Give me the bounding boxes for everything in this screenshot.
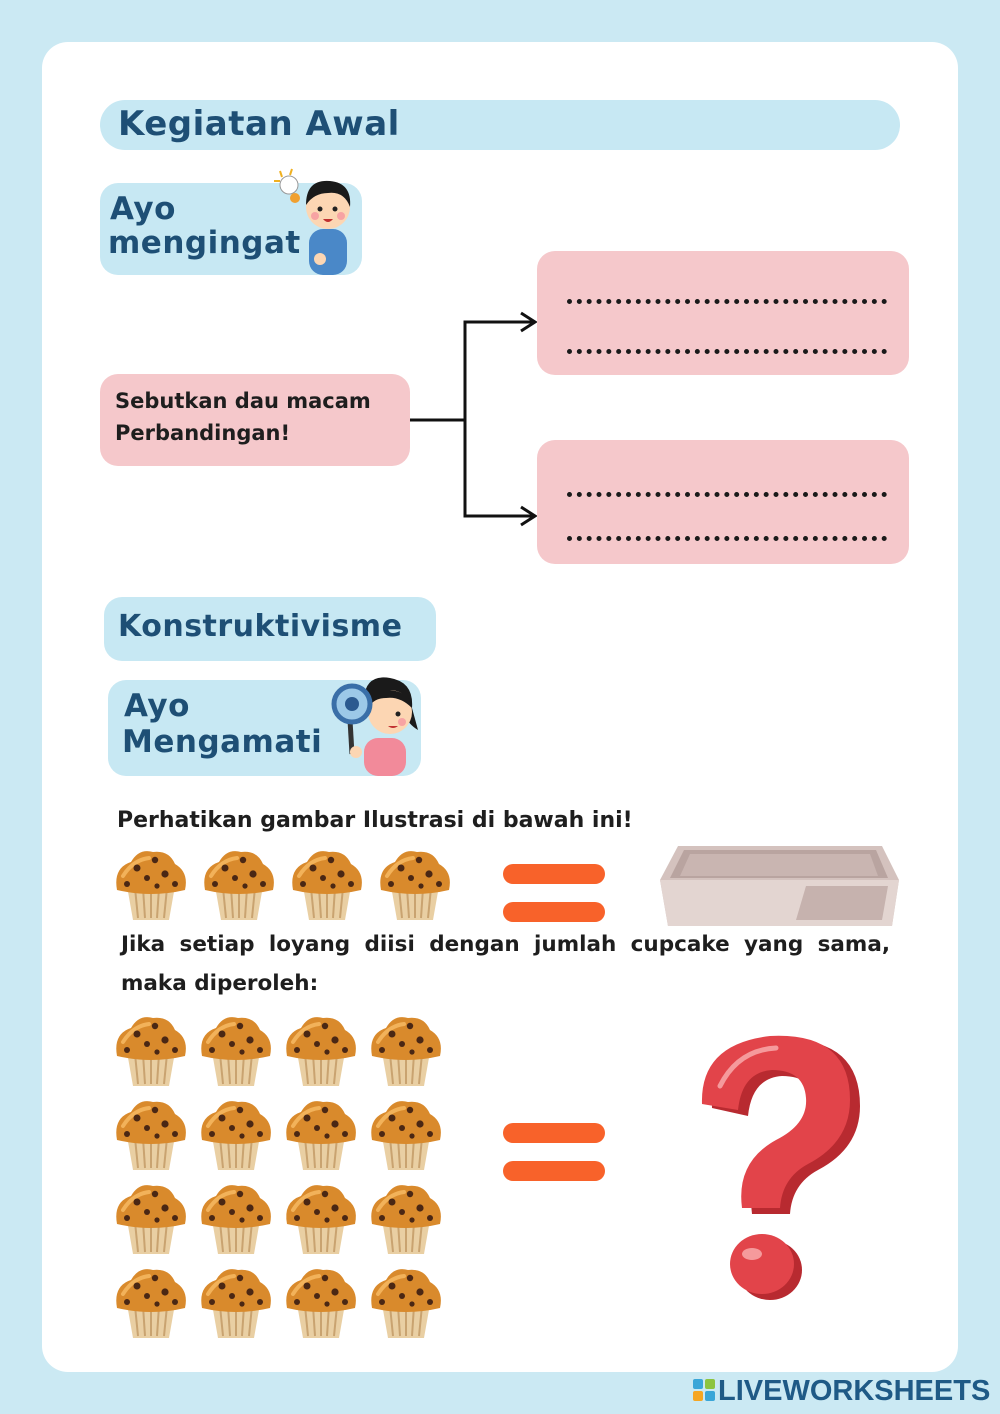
question-line1: Sebutkan dau macam (115, 389, 371, 413)
cupcake-grid (113, 1012, 453, 1346)
ayo-mengingat-line1: Ayo (110, 191, 176, 227)
cupcake-icon (368, 1012, 444, 1088)
arrow-icon (405, 310, 545, 530)
cupcake-icon (283, 1180, 359, 1256)
boy-thinking-icon (272, 167, 362, 275)
cupcake-icon (377, 846, 453, 922)
cupcake-icon (368, 1180, 444, 1256)
cupcake-icon (198, 1264, 274, 1340)
cupcake-icon (113, 846, 189, 922)
answer-1-line-2[interactable] (567, 349, 887, 354)
paragraph-line1: Jika setiap loyang diisi dengan jumlah cupcake yang sama, (121, 932, 890, 957)
answer-box-2 (537, 440, 909, 564)
section-header-kegiatan-awal (100, 100, 900, 150)
cupcake-icon (113, 1264, 189, 1340)
cupcake-icon (201, 846, 277, 922)
cupcake-icon (198, 1012, 274, 1088)
answer-1-line-1[interactable] (567, 299, 887, 304)
ayo-mengamati-line2: Mengamati (122, 724, 323, 760)
cupcake-icon (113, 1012, 189, 1088)
cupcake-icon (368, 1264, 444, 1340)
cupcake-icon (283, 1264, 359, 1340)
cupcake-icon (283, 1096, 359, 1172)
cupcake-icon (289, 846, 365, 922)
baking-pan-icon (656, 842, 902, 930)
cupcake-icon (113, 1180, 189, 1256)
section-title: Kegiatan Awal (118, 104, 400, 144)
question-mark-icon (690, 1030, 870, 1306)
ayo-mengingat-line2: mengingat (108, 225, 301, 261)
brand-text: LIVEWORKSHEETS (718, 1375, 991, 1407)
paragraph-line2: maka diperoleh: (121, 971, 319, 996)
cupcake-icon (283, 1012, 359, 1088)
girl-magnifier-icon (330, 674, 420, 776)
cupcake-icon (113, 1096, 189, 1172)
ayo-mengamati-line1: Ayo (124, 688, 190, 724)
equals-sign-2 (503, 1123, 605, 1181)
ayo-mengingat-label (100, 183, 362, 275)
instruction-text: Perhatikan gambar Ilustrasi di bawah ini! (117, 808, 633, 833)
ayo-mengamati-label (108, 680, 421, 776)
section-header-konstruktivisme (104, 597, 436, 661)
question-box (100, 374, 410, 466)
answer-2-line-2[interactable] (567, 536, 887, 541)
cupcake-icon (368, 1096, 444, 1172)
cupcake-icon (198, 1096, 274, 1172)
answer-box-1 (537, 251, 909, 375)
section-title: Konstruktivisme (118, 609, 403, 644)
cupcake-icon (198, 1180, 274, 1256)
question-line2: Perbandingan! (115, 421, 291, 445)
answer-2-line-1[interactable] (567, 492, 887, 497)
liveworksheets-logo-icon (692, 1378, 720, 1402)
cupcake-row (113, 846, 463, 926)
equals-sign-1 (503, 864, 605, 922)
